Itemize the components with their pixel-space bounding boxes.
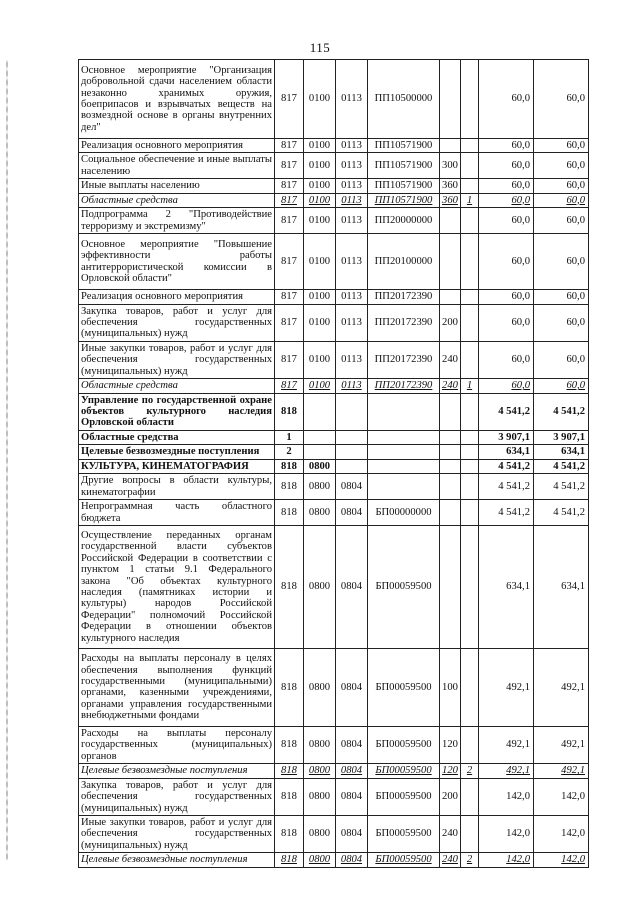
row-expense-type xyxy=(440,139,461,153)
row-expense-type: 100 xyxy=(440,648,461,726)
row-name: Закупка товаров, работ и услуг для обеспечения государственных (муниципальных) нужд xyxy=(79,304,275,341)
table-row xyxy=(79,430,589,444)
row-amount-year1: 60,0 xyxy=(479,341,534,378)
table-row xyxy=(79,778,589,815)
table-row xyxy=(79,525,589,648)
row-target-article: БП00059500 xyxy=(368,853,440,867)
row-subsection: 0804 xyxy=(336,474,368,500)
row-amount-year1: 60,0 xyxy=(479,60,534,139)
row-target-article: ПП20172390 xyxy=(368,379,440,393)
row-amount-year1: 60,0 xyxy=(479,304,534,341)
row-amount-year1: 634,1 xyxy=(479,445,534,459)
row-source xyxy=(461,208,479,234)
table-row xyxy=(79,648,589,726)
row-amount-year1: 142,0 xyxy=(479,816,534,853)
row-target-article: БП00059500 xyxy=(368,816,440,853)
table-row xyxy=(79,393,589,430)
row-target-article: ПП10571900 xyxy=(368,193,440,207)
row-name: Основное мероприятие "Организация добровольной сдачи населением области незаконно хранимых оружия, боеприпасов и взрывчатых веществ на возмездной основе в органы внутренних дел" xyxy=(79,60,275,139)
row-org: 818 xyxy=(275,764,304,778)
row-amount-year1: 60,0 xyxy=(479,379,534,393)
row-subsection: 0113 xyxy=(336,234,368,290)
row-org: 2 xyxy=(275,445,304,459)
row-expense-type: 360 xyxy=(440,193,461,207)
row-name: Реализация основного мероприятия xyxy=(79,290,275,304)
row-name: Закупка товаров, работ и услуг для обеспечения государственных (муниципальных) нужд xyxy=(79,778,275,815)
row-expense-type: 240 xyxy=(440,816,461,853)
row-amount-year1: 142,0 xyxy=(479,778,534,815)
row-amount-year1: 60,0 xyxy=(479,139,534,153)
row-amount-year2: 634,1 xyxy=(534,445,589,459)
row-target-article: БП00059500 xyxy=(368,726,440,763)
row-amount-year1: 60,0 xyxy=(479,193,534,207)
row-name: Социальное обеспечение и иные выплаты населению xyxy=(79,153,275,179)
row-expense-type xyxy=(440,234,461,290)
table-row xyxy=(79,139,589,153)
row-section: 0800 xyxy=(304,778,336,815)
row-amount-year1: 60,0 xyxy=(479,234,534,290)
table-row xyxy=(79,179,589,193)
row-name: Иные выплаты населению xyxy=(79,179,275,193)
row-source xyxy=(461,179,479,193)
row-section: 0800 xyxy=(304,853,336,867)
table-row xyxy=(79,379,589,393)
row-name: Расходы на выплаты персоналу государственных (муниципальных) органов xyxy=(79,726,275,763)
row-section: 0100 xyxy=(304,234,336,290)
table-row xyxy=(79,726,589,763)
row-amount-year2: 3 907,1 xyxy=(534,430,589,444)
row-source xyxy=(461,648,479,726)
row-subsection xyxy=(336,393,368,430)
table-row xyxy=(79,474,589,500)
row-subsection: 0113 xyxy=(336,304,368,341)
row-section: 0100 xyxy=(304,290,336,304)
row-subsection: 0804 xyxy=(336,778,368,815)
row-target-article xyxy=(368,445,440,459)
row-amount-year1: 4 541,2 xyxy=(479,474,534,500)
row-target-article: БП00000000 xyxy=(368,500,440,526)
row-subsection xyxy=(336,445,368,459)
row-section xyxy=(304,430,336,444)
row-section: 0800 xyxy=(304,500,336,526)
row-org: 818 xyxy=(275,816,304,853)
row-source: 1 xyxy=(461,379,479,393)
row-org: 818 xyxy=(275,459,304,473)
row-source xyxy=(461,816,479,853)
row-amount-year1: 492,1 xyxy=(479,648,534,726)
row-amount-year2: 4 541,2 xyxy=(534,393,589,430)
row-amount-year2: 60,0 xyxy=(534,379,589,393)
row-amount-year1: 60,0 xyxy=(479,153,534,179)
row-name: Целевые безвозмездные поступления xyxy=(79,853,275,867)
row-source: 2 xyxy=(461,764,479,778)
row-section xyxy=(304,445,336,459)
row-source xyxy=(461,726,479,763)
table-row xyxy=(79,153,589,179)
row-source: 2 xyxy=(461,853,479,867)
row-section: 0100 xyxy=(304,379,336,393)
table-row xyxy=(79,459,589,473)
row-org: 818 xyxy=(275,525,304,648)
row-amount-year2: 60,0 xyxy=(534,193,589,207)
row-source xyxy=(461,139,479,153)
row-amount-year1: 492,1 xyxy=(479,764,534,778)
row-name: Целевые безвозмездные поступления xyxy=(79,764,275,778)
row-target-article xyxy=(368,474,440,500)
row-subsection: 0113 xyxy=(336,208,368,234)
row-amount-year1: 3 907,1 xyxy=(479,430,534,444)
row-org: 818 xyxy=(275,853,304,867)
row-section: 0100 xyxy=(304,208,336,234)
row-org: 817 xyxy=(275,290,304,304)
row-expense-type: 360 xyxy=(440,179,461,193)
row-name: КУЛЬТУРА, КИНЕМАТОГРАФИЯ xyxy=(79,459,275,473)
row-expense-type: 200 xyxy=(440,778,461,815)
row-section: 0800 xyxy=(304,525,336,648)
row-org: 817 xyxy=(275,234,304,290)
row-subsection xyxy=(336,430,368,444)
table-row xyxy=(79,341,589,378)
row-target-article: ПП10571900 xyxy=(368,139,440,153)
row-source: 1 xyxy=(461,193,479,207)
row-amount-year2: 60,0 xyxy=(534,139,589,153)
row-expense-type xyxy=(440,459,461,473)
row-subsection: 0804 xyxy=(336,816,368,853)
row-target-article: БП00059500 xyxy=(368,648,440,726)
row-name: Реализация основного мероприятия xyxy=(79,139,275,153)
row-source xyxy=(461,445,479,459)
row-expense-type: 300 xyxy=(440,153,461,179)
row-org: 818 xyxy=(275,500,304,526)
row-amount-year2: 60,0 xyxy=(534,290,589,304)
row-target-article: ПП10500000 xyxy=(368,60,440,139)
row-source xyxy=(461,153,479,179)
table-row xyxy=(79,208,589,234)
row-section: 0800 xyxy=(304,648,336,726)
row-subsection: 0113 xyxy=(336,139,368,153)
row-target-article: БП00059500 xyxy=(368,764,440,778)
row-target-article xyxy=(368,459,440,473)
row-org: 818 xyxy=(275,393,304,430)
row-subsection: 0804 xyxy=(336,648,368,726)
row-target-article: БП00059500 xyxy=(368,525,440,648)
table-row xyxy=(79,500,589,526)
row-section: 0100 xyxy=(304,193,336,207)
page-number: 115 xyxy=(309,40,331,55)
row-section xyxy=(304,393,336,430)
row-section: 0100 xyxy=(304,341,336,378)
row-source xyxy=(461,60,479,139)
row-amount-year1: 492,1 xyxy=(479,726,534,763)
row-target-article xyxy=(368,393,440,430)
row-source xyxy=(461,525,479,648)
row-amount-year2: 60,0 xyxy=(534,179,589,193)
row-org: 1 xyxy=(275,430,304,444)
row-org: 818 xyxy=(275,474,304,500)
row-expense-type xyxy=(440,445,461,459)
row-name: Областные средства xyxy=(79,430,275,444)
row-expense-type xyxy=(440,393,461,430)
row-subsection: 0804 xyxy=(336,726,368,763)
table-row xyxy=(79,816,589,853)
row-section: 0800 xyxy=(304,459,336,473)
row-source xyxy=(461,430,479,444)
margin-scan-dots xyxy=(6,60,8,860)
row-amount-year2: 492,1 xyxy=(534,764,589,778)
row-name: Подпрограмма 2 "Противодействие терроризму и экстремизму" xyxy=(79,208,275,234)
table-row xyxy=(79,234,589,290)
row-amount-year1: 4 541,2 xyxy=(479,500,534,526)
row-section: 0100 xyxy=(304,304,336,341)
row-source xyxy=(461,778,479,815)
row-amount-year2: 60,0 xyxy=(534,304,589,341)
row-name: Областные средства xyxy=(79,193,275,207)
row-amount-year2: 4 541,2 xyxy=(534,474,589,500)
row-org: 818 xyxy=(275,778,304,815)
row-expense-type: 120 xyxy=(440,764,461,778)
row-org: 818 xyxy=(275,726,304,763)
row-name: Целевые безвозмездные поступления xyxy=(79,445,275,459)
row-section: 0800 xyxy=(304,474,336,500)
row-expense-type xyxy=(440,525,461,648)
row-target-article: БП00059500 xyxy=(368,778,440,815)
row-target-article: ПП10571900 xyxy=(368,179,440,193)
row-name: Другие вопросы в области культуры, кинематографии xyxy=(79,474,275,500)
row-source xyxy=(461,341,479,378)
row-target-article: ПП20172390 xyxy=(368,290,440,304)
row-expense-type xyxy=(440,290,461,304)
row-subsection: 0113 xyxy=(336,179,368,193)
table-row xyxy=(79,290,589,304)
row-subsection: 0113 xyxy=(336,290,368,304)
row-expense-type xyxy=(440,500,461,526)
table-row xyxy=(79,193,589,207)
row-target-article: ПП10571900 xyxy=(368,153,440,179)
row-source xyxy=(461,234,479,290)
row-subsection: 0804 xyxy=(336,764,368,778)
row-expense-type xyxy=(440,208,461,234)
row-expense-type: 120 xyxy=(440,726,461,763)
row-source xyxy=(461,304,479,341)
row-org: 817 xyxy=(275,208,304,234)
row-name: Управление по государственной охране объектов культурного наследия Орловской области xyxy=(79,393,275,430)
row-subsection xyxy=(336,459,368,473)
row-target-article: ПП20172390 xyxy=(368,341,440,378)
row-amount-year2: 634,1 xyxy=(534,525,589,648)
row-amount-year1: 60,0 xyxy=(479,208,534,234)
table-row xyxy=(79,764,589,778)
row-section: 0100 xyxy=(304,60,336,139)
row-section: 0800 xyxy=(304,726,336,763)
row-target-article: ПП20172390 xyxy=(368,304,440,341)
row-source xyxy=(461,459,479,473)
row-section: 0800 xyxy=(304,764,336,778)
row-name: Осуществление переданных органам государственной власти субъектов Российской Федерации в соответствии с пунктом 1 статьи 9.1 Федерального закона "Об объектах культурного наследия (памятниках истории и культуры) народов Российской Федерации" полномочий Российской Федерации в отношении объектов культурного наследия xyxy=(79,525,275,648)
row-expense-type: 240 xyxy=(440,853,461,867)
row-name: Иные закупки товаров, работ и услуг для обеспечения государственных (муниципальных) нужд xyxy=(79,341,275,378)
row-amount-year2: 60,0 xyxy=(534,60,589,139)
row-amount-year1: 60,0 xyxy=(479,290,534,304)
row-expense-type xyxy=(440,60,461,139)
row-source xyxy=(461,474,479,500)
row-subsection: 0113 xyxy=(336,379,368,393)
row-amount-year2: 60,0 xyxy=(534,153,589,179)
row-amount-year2: 142,0 xyxy=(534,778,589,815)
table-row xyxy=(79,304,589,341)
row-org: 817 xyxy=(275,60,304,139)
row-target-article: ПП20100000 xyxy=(368,234,440,290)
row-target-article xyxy=(368,430,440,444)
row-amount-year1: 60,0 xyxy=(479,179,534,193)
row-amount-year2: 142,0 xyxy=(534,816,589,853)
row-amount-year1: 142,0 xyxy=(479,853,534,867)
row-source xyxy=(461,393,479,430)
row-org: 817 xyxy=(275,139,304,153)
row-name: Областные средства xyxy=(79,379,275,393)
row-name: Расходы на выплаты персоналу в целях обеспечения выполнения функций государственными (муниципальными) органами, казенными учреждениями, органами управления государственными внебюджетными фондами xyxy=(79,648,275,726)
row-expense-type: 200 xyxy=(440,304,461,341)
row-org: 817 xyxy=(275,153,304,179)
row-org: 817 xyxy=(275,379,304,393)
row-source xyxy=(461,500,479,526)
row-amount-year1: 4 541,2 xyxy=(479,459,534,473)
row-org: 817 xyxy=(275,193,304,207)
row-target-article: ПП20000000 xyxy=(368,208,440,234)
row-name: Основное мероприятие "Повышение эффективности работы антитеррористической комиссии в Орловской области" xyxy=(79,234,275,290)
row-org: 818 xyxy=(275,648,304,726)
row-expense-type: 240 xyxy=(440,379,461,393)
row-amount-year2: 492,1 xyxy=(534,648,589,726)
row-amount-year2: 60,0 xyxy=(534,208,589,234)
row-amount-year2: 492,1 xyxy=(534,726,589,763)
row-expense-type: 240 xyxy=(440,341,461,378)
row-amount-year1: 4 541,2 xyxy=(479,393,534,430)
row-section: 0800 xyxy=(304,816,336,853)
row-amount-year2: 4 541,2 xyxy=(534,459,589,473)
row-amount-year2: 60,0 xyxy=(534,234,589,290)
row-section: 0100 xyxy=(304,139,336,153)
row-org: 817 xyxy=(275,341,304,378)
row-name: Непрограммная часть областного бюджета xyxy=(79,500,275,526)
row-subsection: 0804 xyxy=(336,500,368,526)
budget-table xyxy=(78,59,589,868)
row-name: Иные закупки товаров, работ и услуг для обеспечения государственных (муниципальных) нужд xyxy=(79,816,275,853)
row-amount-year1: 634,1 xyxy=(479,525,534,648)
row-section: 0100 xyxy=(304,153,336,179)
row-source xyxy=(461,290,479,304)
row-subsection: 0113 xyxy=(336,341,368,378)
row-org: 817 xyxy=(275,179,304,193)
budget-table-body xyxy=(79,60,589,868)
row-subsection: 0113 xyxy=(336,153,368,179)
row-subsection: 0113 xyxy=(336,193,368,207)
table-row xyxy=(79,60,589,139)
row-amount-year2: 60,0 xyxy=(534,341,589,378)
row-subsection: 0804 xyxy=(336,525,368,648)
row-section: 0100 xyxy=(304,179,336,193)
row-expense-type xyxy=(440,474,461,500)
row-org: 817 xyxy=(275,304,304,341)
row-amount-year2: 142,0 xyxy=(534,853,589,867)
row-subsection: 0804 xyxy=(336,853,368,867)
table-row xyxy=(79,853,589,867)
row-subsection: 0113 xyxy=(336,60,368,139)
row-expense-type xyxy=(440,430,461,444)
table-row xyxy=(79,445,589,459)
row-amount-year2: 4 541,2 xyxy=(534,500,589,526)
